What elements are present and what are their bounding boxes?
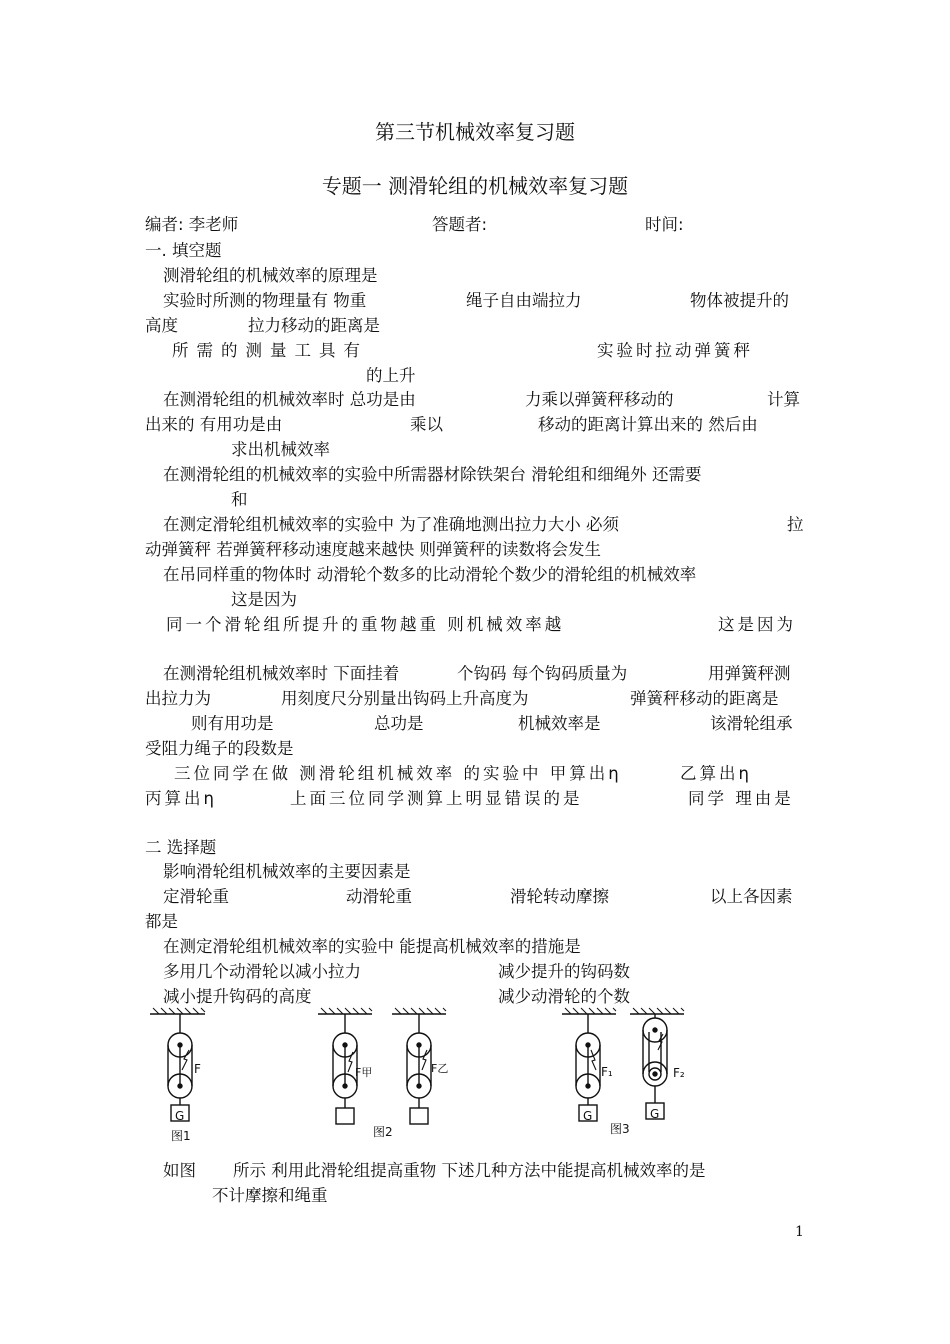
q9-part-k: 受阻力绳子的段数是 xyxy=(145,739,294,758)
q4-part-b: 力乘以弹簧秤移动的 xyxy=(525,390,674,409)
q9-part-h: 总功是 xyxy=(374,714,424,733)
q7-part-a: 在吊同样重的物体时 动滑轮个数多的比动滑轮个数少的滑轮组的机械效率 xyxy=(163,565,697,584)
q4-part-c: 计算 xyxy=(767,390,800,409)
header-answerer: 答题者: xyxy=(432,215,488,234)
fig1-caption: 图1 xyxy=(171,1129,191,1143)
c2-question: 在测定滑轮组机械效率的实验中 能提高机械效率的措施是 xyxy=(163,937,581,956)
section-choice: 二 选择题 xyxy=(145,838,217,857)
section-fill-blank: 一. 填空题 xyxy=(145,241,222,260)
c3-part-a: 如图 xyxy=(163,1161,196,1180)
c2-option-a: 多用几个动滑轮以减小拉力 xyxy=(163,962,361,981)
q6-part-b: 拉 xyxy=(787,515,804,534)
page-title: 第三节机械效率复习题 xyxy=(375,120,575,144)
q7-part-b: 这是因为 xyxy=(231,590,297,609)
q5-part-a: 在测滑轮组的机械效率的实验中所需器材除铁架台 滑轮组和细绳外 还需要 xyxy=(163,465,702,484)
c3-part-b: 所示 利用此滑轮组提高重物 下述几种方法中能提高机械效率的是 xyxy=(233,1161,706,1180)
q4-part-f: 移动的距离计算出来的 然后由 xyxy=(538,415,758,434)
fig3-left-weight-label: G xyxy=(583,1109,593,1123)
q9-part-c: 用弹簧秤测 xyxy=(708,664,791,683)
c2-option-b: 减少提升的钩码数 xyxy=(498,962,630,981)
c1-option-c: 滑轮转动摩擦 xyxy=(510,887,609,906)
q2-part-b: 绳子自由端拉力 xyxy=(466,291,582,310)
q4-part-e: 乘以 xyxy=(410,415,443,434)
q2-part-a: 实验时所测的物理量有 物重 xyxy=(163,291,367,310)
q10-part-c: 丙算出η xyxy=(145,789,217,808)
q10-part-e: 同学 理由是 xyxy=(688,789,794,808)
q2-part-e: 拉力移动的距离是 xyxy=(248,316,380,335)
q10-part-b: 乙算出η xyxy=(680,764,752,783)
q4-part-g: 求出机械效率 xyxy=(231,440,330,459)
c1-option-a: 定滑轮重 xyxy=(163,887,229,906)
q10-part-d: 上面三位同学测算上明显错误的是 xyxy=(290,789,583,808)
q3-part-b: 实验时拉动弹簧秤 xyxy=(597,341,753,360)
fig3-force-2-label: F₂ xyxy=(673,1066,685,1080)
q4-part-d: 出来的 有用功是由 xyxy=(145,415,283,434)
q9-part-d: 出拉力为 xyxy=(145,689,211,708)
q9-part-b: 个钩码 每个钩码质量为 xyxy=(457,664,628,683)
c1-option-d-tail: 都是 xyxy=(145,912,178,931)
c1-question: 影响滑轮组机械效率的主要因素是 xyxy=(163,862,411,881)
q9-part-i: 机械效率是 xyxy=(518,714,601,733)
fig3-right-weight-label: G xyxy=(650,1107,660,1121)
page-number: 1 xyxy=(795,1224,804,1240)
q3-part-a: 所需的测量工具有 xyxy=(172,341,368,360)
q4-part-a: 在测滑轮组的机械效率时 总功是由 xyxy=(163,390,416,409)
q6-part-a: 在测定滑轮组机械效率的实验中 为了准确地测出拉力大小 必须 xyxy=(163,515,619,534)
q2-part-c: 物体被提升的 xyxy=(690,291,789,310)
c3-part-c: 不计摩擦和绳重 xyxy=(212,1186,328,1205)
q8-part-a: 同一个滑轮组所提升的重物越重 则机械效率越 xyxy=(166,615,565,634)
c2-option-c: 减小提升钩码的高度 xyxy=(163,987,312,1006)
c1-option-d: 以上各因素 xyxy=(710,887,793,906)
page-subtitle: 专题一 测滑轮组的机械效率复习题 xyxy=(321,174,629,198)
fig3-force-1-label: F₁ xyxy=(601,1065,613,1079)
q2-part-d: 高度 xyxy=(145,316,178,335)
q3-part-c: 的上升 xyxy=(366,366,416,385)
pulley-figures xyxy=(0,1000,950,1160)
header-author: 编者: 李老师 xyxy=(145,215,239,234)
c2-option-d: 减少动滑轮的个数 xyxy=(498,987,630,1006)
q5-part-b: 和 xyxy=(231,490,248,509)
fig1-weight-label: G xyxy=(175,1109,185,1123)
q8-part-b: 这是因为 xyxy=(718,615,796,634)
q9-part-g: 则有用功是 xyxy=(191,714,274,733)
q9-part-e: 用刻度尺分别量出钩码上升高度为 xyxy=(281,689,529,708)
fig2-caption: 图2 xyxy=(373,1125,393,1139)
fig3-caption: 图3 xyxy=(610,1122,630,1136)
c1-option-b: 动滑轮重 xyxy=(346,887,412,906)
q6-part-c: 动弹簧秤 若弹簧秤移动速度越来越快 则弹簧秤的读数将会发生 xyxy=(145,540,601,559)
q1-text: 测滑轮组的机械效率的原理是 xyxy=(163,266,378,285)
fig2-force-yi-label: F乙 xyxy=(431,1062,449,1075)
q9-part-a: 在测滑轮组机械效率时 下面挂着 xyxy=(163,664,400,683)
fig1-force-label: F xyxy=(194,1062,201,1076)
q9-part-j: 该滑轮组承 xyxy=(710,714,793,733)
header-time: 时间: xyxy=(645,215,684,234)
fig2-force-jia-label: F甲 xyxy=(355,1066,373,1079)
q10-part-a: 三位同学在做 测滑轮组机械效率 的实验中 甲算出η xyxy=(174,764,622,783)
q9-part-f: 弹簧秤移动的距离是 xyxy=(630,689,779,708)
